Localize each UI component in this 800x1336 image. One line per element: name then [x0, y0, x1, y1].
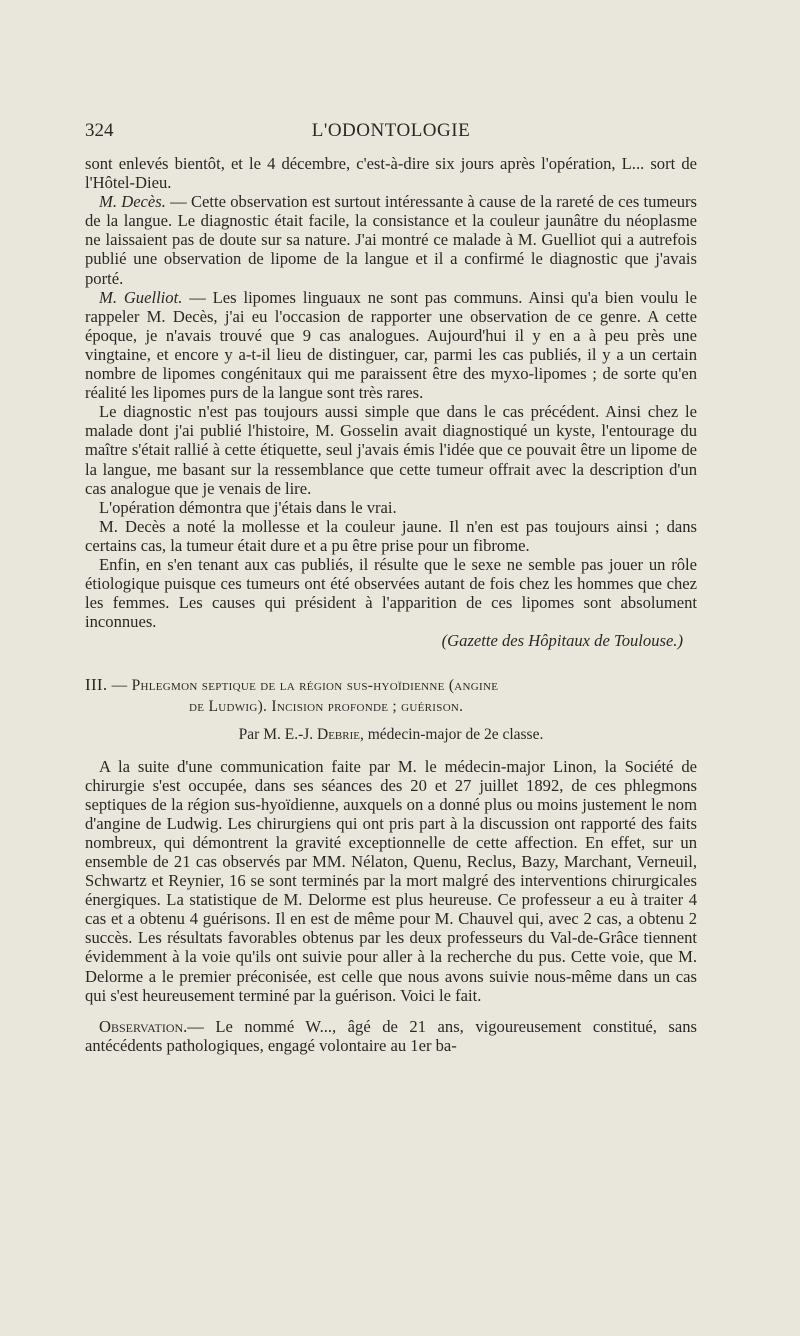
page-number: 324	[85, 120, 114, 141]
observation-text: — Le nommé W..., âgé de 21 ans, vigoureusement constitué, sans antécédents pathologiques, engagé volontaire au 1er ba-	[85, 1016, 697, 1055]
paragraph-guelliot	[85, 288, 697, 403]
speaker-name: M. Decès.	[99, 192, 166, 212]
paragraph-decès	[85, 192, 697, 287]
paragraph-text: — Les lipomes linguaux ne sont pas communs. Ainsi qu'a bien voulu le rappeler M. Decès, j'ai eu l'occasion de rapporter une observation de ce genre. A cette époque, je n'avais trouvé que 9 cas analogues. Aujourd'hui il y en a à peu près une vingtaine, et encore y a-t-il lieu de distinguer, car, parmi les cas publiés, il y a un certain nombre de lipomes congénitaux qui me paraissent être des myxo-lipomes ; de sorte qu'en réalité les lipomes purs de la langue sont très rares.	[85, 287, 697, 403]
author-name: E.-J. Debrie	[284, 726, 360, 744]
section-heading	[85, 674, 697, 717]
author-line	[85, 725, 697, 744]
paragraph-text: — Cette observation est surtout intéressante à cause de la rareté de ces tumeurs de la langue. Le diagnostic était facile, la consistance et la couleur jaunâtre du néoplasme ne laissaient pas de doute sur sa nature. J'ai montré ce malade à M. Guelliot qui a autrefois publié une observation de lipome de la langue et il a confirmé le diagnostic que j'avais porté.	[85, 192, 697, 288]
paragraph: L'opération démontra que j'étais dans le vrai.	[99, 497, 397, 517]
paragraph: M. Decès a noté la mollesse et la couleur jaune. Il n'en est pas toujours ainsi ; dans certains cas, la tumeur était dure et a pu être prise pour un fibrome.	[85, 516, 697, 555]
section-title-line2: de Ludwig). Incision profonde ; guérison.	[189, 698, 464, 716]
observation-label: Observation.	[99, 1016, 188, 1036]
section-title-line1: — Phlegmon septique de la région sus-hyoïdienne (angine	[107, 677, 499, 695]
paragraph: A la suite d'une communication faite par M. le médecin-major Linon, la Société de chirurgie s'est occupée, dans ses séances des 20 et 27 juillet 1892, de ces phlegmons septiques de la région sus-hyoïdienne, auxquels on a donné plus ou moins justement le nom d'angine de Ludwig. Les chirurgiens qui ont pris part à la discussion ont rapporté des faits nombreux, qui démontrent la gravité exceptionnelle de cette affection. En effet, sur un ensemble de 21 cas observés par MM. Nélaton, Quenu, Reclus, Bazy, Marchant, Verneuil, Schwartz et Reynier, 16 se sont terminés par la mort malgré des interventions chirurgicales énergiques. La statistique de M. Delorme est plus heureuse. Ce professeur a eu à traiter 4 cas et a obtenu 4 guérisons. Il en est de même pour M. Chauvel qui, avec 2 cas, a obtenu 2 succès. Les résultats favorables obtenus par les deux professeurs du Val-de-Grâce tiennent évidemment à la voie qu'ils ont suivie pour aller à la recherche du pus. Cette voie, que M. Delorme a le premier préconisée, est celle que nous avons suivie nous-même dans un cas qui s'est heureusement terminé par la guérison. Voici le fait.	[85, 756, 697, 1005]
author-prefix: Par M.	[238, 726, 285, 744]
source-citation: (Gazette des Hôpitaux de Toulouse.)	[441, 631, 683, 651]
paragraph: Le diagnostic n'est pas toujours aussi simple que dans le cas précédent. Ainsi chez le malade dont j'ai publié l'histoire, M. Gosselin avait diagnostiqué un kyste, l'entourage du maître s'était rallié à cette étiquette, seul j'avais émis l'idée que ce pouvait être un lipome de la langue, me basant sur la ressemblance que cette tumeur offrait avec la description d'un cas analogue que je venais de lire.	[85, 402, 697, 498]
running-title: L'ODONTOLOGIE	[311, 120, 471, 141]
speaker-name: M. Guelliot.	[99, 287, 183, 307]
paragraph: Enfin, en s'en tenant aux cas publiés, il résulte que le sexe ne semble pas jouer un rôle étiologique puisque ces tumeurs ont été observées autant de fois chez les hommes que chez les femmes. Les causes qui président à l'apparition de ces lipomes sont absolument inconnues.	[85, 554, 697, 632]
section-number: III.	[85, 675, 108, 695]
page-header	[85, 120, 697, 146]
paragraph: sont enlevés bientôt, et le 4 décembre, c'est-à-dire six jours après l'opération, L... sort de l'Hôtel-Dieu.	[85, 154, 697, 193]
author-suffix: , médecin-major de 2e classe.	[360, 726, 544, 744]
article-body	[85, 154, 697, 1055]
observation-paragraph	[85, 1017, 697, 1055]
